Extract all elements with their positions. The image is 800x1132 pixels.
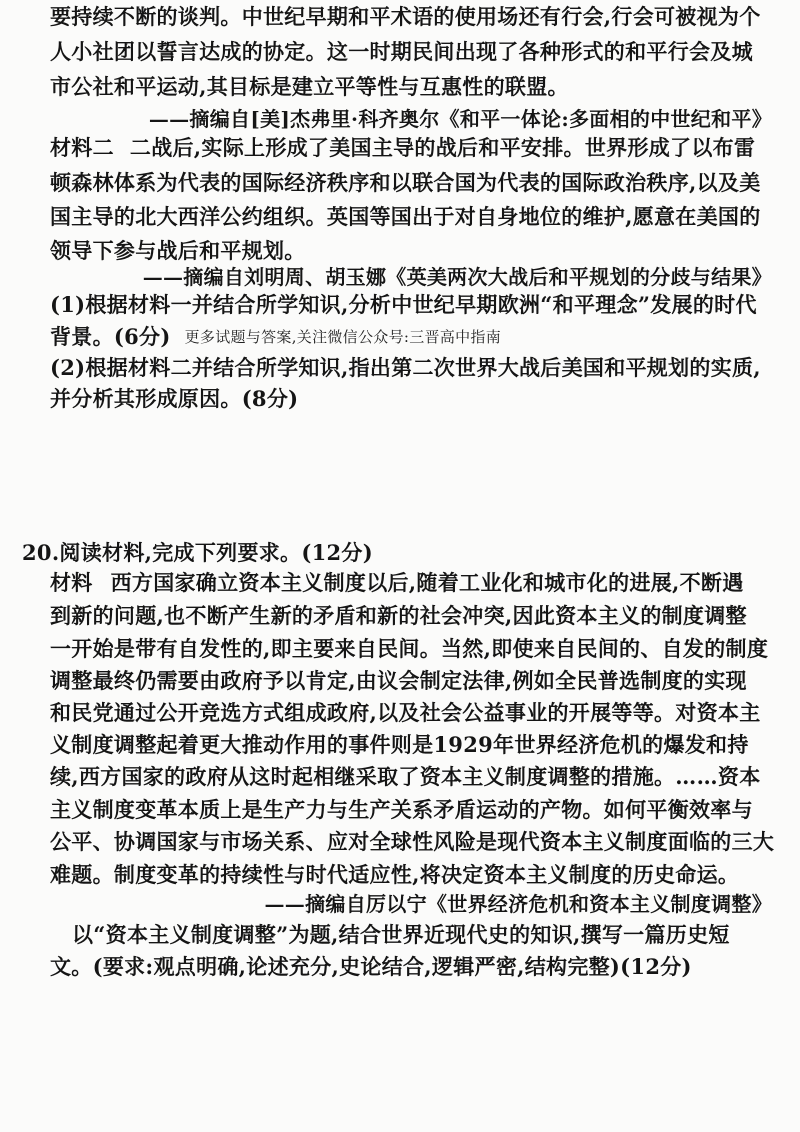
q20-material-line-1 (50, 568, 744, 598)
material2-line-1 (50, 133, 755, 163)
q20-task-line-2: 文。(要求:观点明确,论述充分,史论结合,逻辑严密,结构完整)(12分) (50, 954, 692, 979)
material1-text-line-1: 要持续不断的谈判。中世纪早期和平术语的使用场还有行会,行会可被视为个 (50, 4, 761, 29)
task2-line-2: 并分析其形成原因。(8分) (50, 386, 299, 411)
q20-material-text-line-6: 义制度调整起着更大推动作用的事件则是1929年世界经济危机的爆发和持 (50, 732, 749, 757)
material2-text-line-2: 顿森林体系为代表的国际经济秩序和以联合国为代表的国际政治秩序,以及美 (50, 170, 761, 195)
promo-note: 更多试题与答案,关注微信公众号:三晋高中指南 (184, 328, 502, 346)
q20-material-text-line-5: 和民党通过公开竞选方式组成政府,以及社会公益事业的开展等等。对资本主 (50, 700, 761, 725)
q20-task-line-1: 以“资本主义制度调整”为题,结合世界近现代史的知识,撰写一篇历史短 (72, 922, 730, 947)
q20-material-text-line-4: 调整最终仍需要由政府予以肯定,由议会制定法律,例如全民普选制度的实现 (50, 668, 747, 693)
q20-heading: 20.阅读材料,完成下列要求。(12分) (22, 540, 373, 565)
material2-source: ——摘编自刘明周、胡玉娜《英美两次大战后和平规划的分歧与结果》 (142, 265, 772, 289)
q20-material-text-line-8: 主义制度变革本质上是生产力与生产关系矛盾运动的产物。如何平衡效率与 (50, 797, 753, 822)
task1-text-line-2: 背景。(6分) (50, 324, 171, 349)
q20-material-label: 材料 (50, 570, 93, 595)
material2-text-line-4: 领导下参与战后和平规划。 (50, 238, 306, 263)
task1-line-2 (50, 322, 501, 352)
material2-text-line-3: 国主导的北大西洋公约组织。英国等国出于对自身地位的维护,愿意在美国的 (50, 204, 761, 229)
task2-line-1: (2)根据材料二并结合所学知识,指出第二次世界大战后美国和平规划的实质, (50, 355, 761, 380)
q20-source: ——摘编自厉以宁《世界经济危机和资本主义制度调整》 (264, 892, 772, 916)
material2-label: 材料二 (50, 135, 114, 160)
task1-line-1: (1)根据材料一并结合所学知识,分析中世纪早期欧洲“和平理念”发展的时代 (50, 292, 757, 317)
material1-text-line-3: 市公社和平运动,其目标是建立平等性与互惠性的联盟。 (50, 74, 569, 99)
q20-material-text-line-3: 一开始是带有自发性的,即主要来自民间。当然,即使来自民间的、自发的制度 (50, 636, 769, 661)
q20-material-text-line-1: 西方国家确立资本主义制度以后,随着工业化和城市化的进展,不断遇 (110, 570, 744, 595)
q20-material-text-line-7: 续,西方国家的政府从这时起相继采取了资本主义制度调整的措施。……资本 (50, 764, 761, 789)
q20-material-text-line-2: 到新的问题,也不断产生新的矛盾和新的社会冲突,因此资本主义的制度调整 (50, 603, 747, 628)
material1-source: ——摘编自[美]杰弗里·科齐奥尔《和平一体论:多面相的中世纪和平》 (148, 107, 772, 131)
material1-text-line-2: 人小社团以誓言达成的协定。这一时期民间出现了各种形式的和平行会及城 (50, 39, 753, 64)
material2-text-line-1: 二战后,实际上形成了美国主导的战后和平安排。世界形成了以布雷 (129, 135, 756, 160)
q20-material-text-line-10: 难题。制度变革的持续性与时代适应性,将决定资本主义制度的历史命运。 (50, 862, 740, 887)
q20-material-text-line-9: 公平、协调国家与市场关系、应对全球性风险是现代资本主义制度面临的三大 (50, 829, 775, 854)
